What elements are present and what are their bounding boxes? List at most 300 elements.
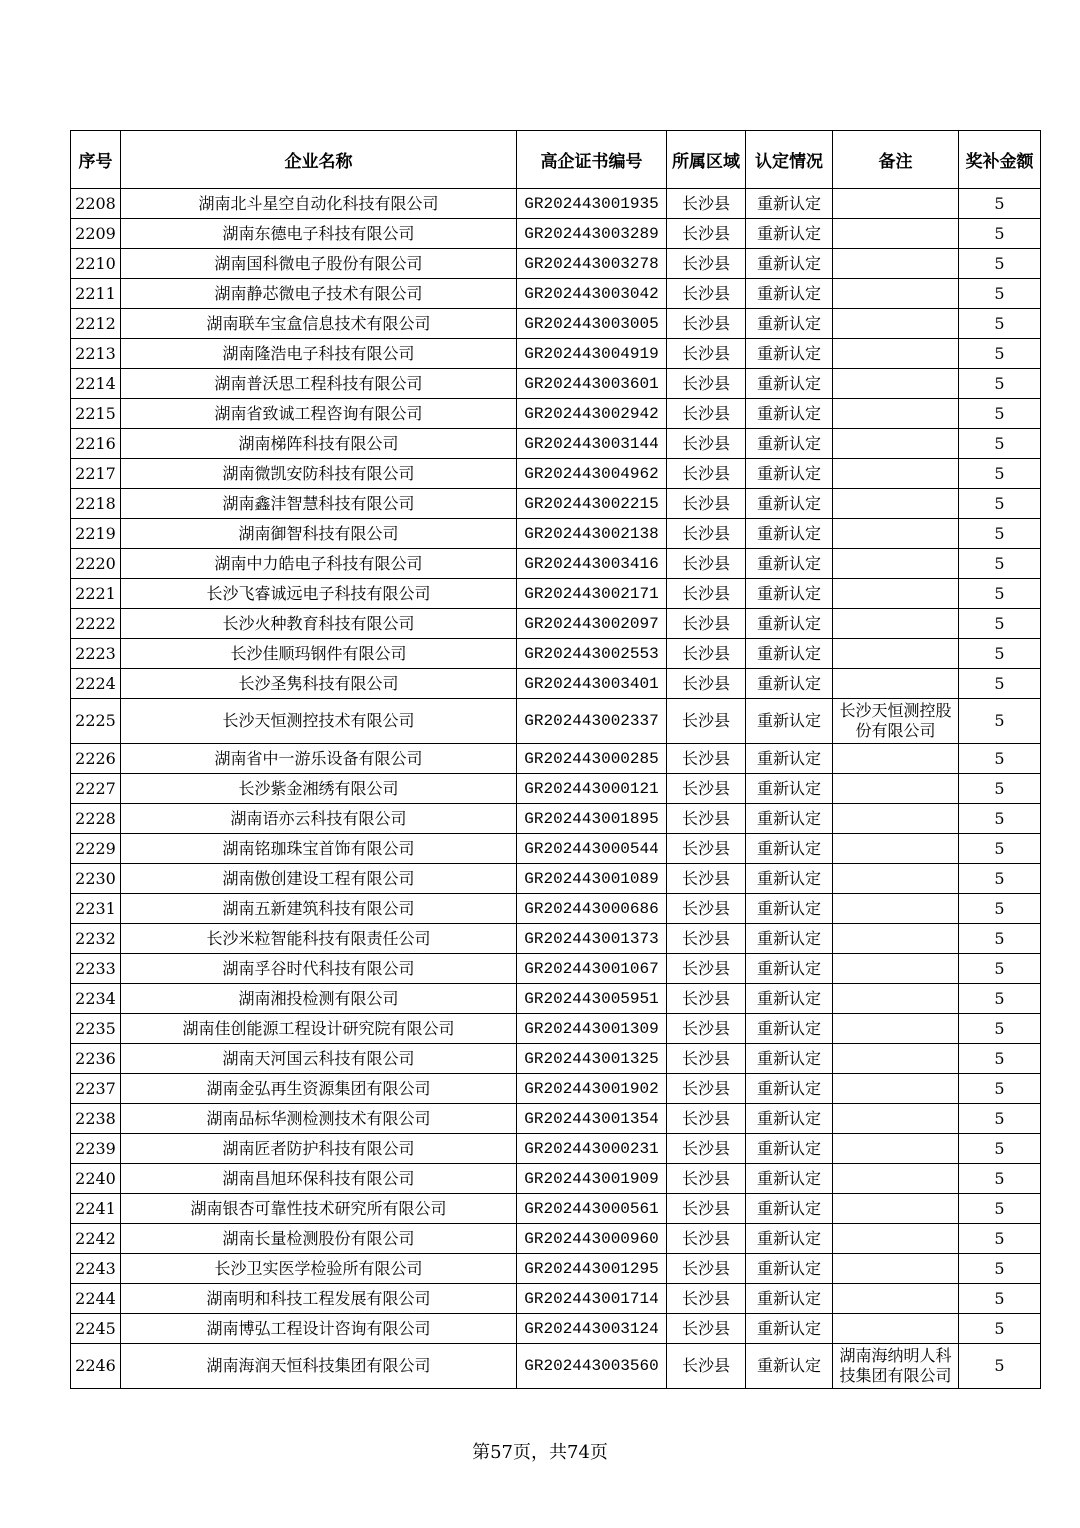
amount-cell: 5 [959, 1014, 1041, 1044]
serial-cell: 2210 [71, 249, 121, 279]
status-cell: 重新认定 [746, 774, 833, 804]
cert-number-cell: GR202443002553 [517, 639, 667, 669]
remark-cell [833, 1044, 959, 1074]
region-cell: 长沙县 [667, 924, 746, 954]
status-cell: 重新认定 [746, 429, 833, 459]
region-cell: 长沙县 [667, 609, 746, 639]
cert-number-cell: GR202443003005 [517, 309, 667, 339]
table-row [71, 1164, 1041, 1194]
cert-number-cell: GR202443001909 [517, 1164, 667, 1194]
remark-cell [833, 1104, 959, 1134]
cert-number-cell: GR202443002337 [517, 699, 667, 744]
remark-cell [833, 639, 959, 669]
company-name-cell: 湖南匠者防护科技有限公司 [121, 1134, 517, 1164]
region-cell: 长沙县 [667, 1284, 746, 1314]
table-row [71, 399, 1041, 429]
region-cell: 长沙县 [667, 459, 746, 489]
table-row [71, 549, 1041, 579]
remark-cell [833, 864, 959, 894]
company-name-cell: 湖南明和科技工程发展有限公司 [121, 1284, 517, 1314]
amount-cell: 5 [959, 309, 1041, 339]
remark-cell [833, 1194, 959, 1224]
serial-cell: 2213 [71, 339, 121, 369]
table-row [71, 579, 1041, 609]
status-cell: 重新认定 [746, 339, 833, 369]
remark-cell [833, 1224, 959, 1254]
region-cell: 长沙县 [667, 669, 746, 699]
serial-cell: 2224 [71, 669, 121, 699]
region-cell: 长沙县 [667, 189, 746, 219]
cert-number-cell: GR202443001354 [517, 1104, 667, 1134]
amount-cell: 5 [959, 1134, 1041, 1164]
region-cell: 长沙县 [667, 429, 746, 459]
amount-cell: 5 [959, 279, 1041, 309]
cert-number-cell: GR202443000561 [517, 1194, 667, 1224]
amount-cell: 5 [959, 1104, 1041, 1134]
cert-number-cell: GR202443004962 [517, 459, 667, 489]
company-name-cell: 湖南湘投检测有限公司 [121, 984, 517, 1014]
table-row [71, 219, 1041, 249]
serial-cell: 2219 [71, 519, 121, 549]
region-cell: 长沙县 [667, 984, 746, 1014]
serial-cell: 2239 [71, 1134, 121, 1164]
status-cell: 重新认定 [746, 1314, 833, 1344]
status-cell: 重新认定 [746, 579, 833, 609]
amount-cell: 5 [959, 579, 1041, 609]
company-name-cell: 湖南昌旭环保科技有限公司 [121, 1164, 517, 1194]
status-cell: 重新认定 [746, 519, 833, 549]
cert-number-cell: GR202443002215 [517, 489, 667, 519]
amount-cell: 5 [959, 834, 1041, 864]
status-cell: 重新认定 [746, 1194, 833, 1224]
amount-cell: 5 [959, 1254, 1041, 1284]
amount-cell: 5 [959, 219, 1041, 249]
table-row [71, 1194, 1041, 1224]
serial-cell: 2218 [71, 489, 121, 519]
serial-cell: 2208 [71, 189, 121, 219]
header-row [71, 131, 1041, 189]
region-cell: 长沙县 [667, 1014, 746, 1044]
company-name-cell: 湖南国科微电子股份有限公司 [121, 249, 517, 279]
serial-cell: 2214 [71, 369, 121, 399]
region-cell: 长沙县 [667, 369, 746, 399]
amount-cell: 5 [959, 429, 1041, 459]
remark-cell: 长沙天恒测控股份有限公司 [833, 699, 959, 744]
region-cell: 长沙县 [667, 549, 746, 579]
serial-cell: 2233 [71, 954, 121, 984]
region-cell: 长沙县 [667, 1044, 746, 1074]
serial-cell: 2243 [71, 1254, 121, 1284]
remark-cell [833, 339, 959, 369]
status-cell: 重新认定 [746, 609, 833, 639]
company-name-cell: 湖南省致诚工程咨询有限公司 [121, 399, 517, 429]
table-row [71, 984, 1041, 1014]
company-name-cell: 湖南铭珈珠宝首饰有限公司 [121, 834, 517, 864]
cert-number-cell: GR202443001309 [517, 1014, 667, 1044]
serial-cell: 2240 [71, 1164, 121, 1194]
column-header: 企业名称 [121, 131, 517, 189]
table-row [71, 1044, 1041, 1074]
cert-number-cell: GR202443003124 [517, 1314, 667, 1344]
serial-cell: 2229 [71, 834, 121, 864]
region-cell: 长沙县 [667, 864, 746, 894]
remark-cell [833, 579, 959, 609]
region-cell: 长沙县 [667, 399, 746, 429]
remark-cell [833, 774, 959, 804]
status-cell: 重新认定 [746, 1134, 833, 1164]
region-cell: 长沙县 [667, 894, 746, 924]
status-cell: 重新认定 [746, 1224, 833, 1254]
remark-cell [833, 804, 959, 834]
region-cell: 长沙县 [667, 489, 746, 519]
company-name-cell: 湖南中力皓电子科技有限公司 [121, 549, 517, 579]
cert-number-cell: GR202443003401 [517, 669, 667, 699]
status-cell: 重新认定 [746, 1014, 833, 1044]
remark-cell [833, 549, 959, 579]
region-cell: 长沙县 [667, 249, 746, 279]
serial-cell: 2227 [71, 774, 121, 804]
status-cell: 重新认定 [746, 954, 833, 984]
status-cell: 重新认定 [746, 1104, 833, 1134]
serial-cell: 2228 [71, 804, 121, 834]
table-row [71, 489, 1041, 519]
region-cell: 长沙县 [667, 1344, 746, 1389]
amount-cell: 5 [959, 864, 1041, 894]
table-row [71, 954, 1041, 984]
cert-number-cell: GR202443005951 [517, 984, 667, 1014]
table-row [71, 189, 1041, 219]
cert-number-cell: GR202443001325 [517, 1044, 667, 1074]
region-cell: 长沙县 [667, 1194, 746, 1224]
region-cell: 长沙县 [667, 804, 746, 834]
status-cell: 重新认定 [746, 834, 833, 864]
status-cell: 重新认定 [746, 744, 833, 774]
status-cell: 重新认定 [746, 1284, 833, 1314]
company-name-cell: 长沙圣隽科技有限公司 [121, 669, 517, 699]
cert-number-cell: GR202443002097 [517, 609, 667, 639]
status-cell: 重新认定 [746, 219, 833, 249]
amount-cell: 5 [959, 1194, 1041, 1224]
status-cell: 重新认定 [746, 489, 833, 519]
table-row [71, 1104, 1041, 1134]
status-cell: 重新认定 [746, 1044, 833, 1074]
region-cell: 长沙县 [667, 774, 746, 804]
status-cell: 重新认定 [746, 639, 833, 669]
status-cell: 重新认定 [746, 279, 833, 309]
cert-number-cell: GR202443004919 [517, 339, 667, 369]
table-row [71, 639, 1041, 669]
remark-cell [833, 189, 959, 219]
table-row [71, 804, 1041, 834]
company-name-cell: 湖南天河国云科技有限公司 [121, 1044, 517, 1074]
company-name-cell: 湖南海润天恒科技集团有限公司 [121, 1344, 517, 1389]
cert-number-cell: GR202443003278 [517, 249, 667, 279]
page-number: 第57页，共74页 [472, 1442, 608, 1463]
remark-cell [833, 459, 959, 489]
region-cell: 长沙县 [667, 834, 746, 864]
region-cell: 长沙县 [667, 1134, 746, 1164]
status-cell: 重新认定 [746, 369, 833, 399]
remark-cell [833, 1134, 959, 1164]
serial-cell: 2235 [71, 1014, 121, 1044]
serial-cell: 2212 [71, 309, 121, 339]
remark-cell [833, 519, 959, 549]
table-row [71, 699, 1041, 744]
cert-number-cell: GR202443003144 [517, 429, 667, 459]
company-name-cell: 长沙紫金湘绣有限公司 [121, 774, 517, 804]
company-name-cell: 湖南北斗星空自动化科技有限公司 [121, 189, 517, 219]
remark-cell [833, 1014, 959, 1044]
remark-cell [833, 1314, 959, 1344]
cert-number-cell: GR202443002171 [517, 579, 667, 609]
company-name-cell: 长沙佳顺玛钢件有限公司 [121, 639, 517, 669]
status-cell: 重新认定 [746, 894, 833, 924]
table-row [71, 1284, 1041, 1314]
amount-cell: 5 [959, 1224, 1041, 1254]
company-name-cell: 湖南静芯微电子技术有限公司 [121, 279, 517, 309]
cert-number-cell: GR202443001295 [517, 1254, 667, 1284]
amount-cell: 5 [959, 774, 1041, 804]
table-row [71, 774, 1041, 804]
table-row [71, 1134, 1041, 1164]
cert-number-cell: GR202443000544 [517, 834, 667, 864]
cert-number-cell: GR202443001089 [517, 864, 667, 894]
serial-cell: 2232 [71, 924, 121, 954]
amount-cell: 5 [959, 369, 1041, 399]
column-header: 奖补金额 [959, 131, 1041, 189]
region-cell: 长沙县 [667, 1074, 746, 1104]
amount-cell: 5 [959, 924, 1041, 954]
table-body [71, 189, 1041, 1389]
serial-cell: 2209 [71, 219, 121, 249]
remark-cell [833, 1074, 959, 1104]
region-cell: 长沙县 [667, 519, 746, 549]
table-row [71, 249, 1041, 279]
amount-cell: 5 [959, 1074, 1041, 1104]
region-cell: 长沙县 [667, 1104, 746, 1134]
status-cell: 重新认定 [746, 549, 833, 579]
serial-cell: 2238 [71, 1104, 121, 1134]
company-name-cell: 湖南五新建筑科技有限公司 [121, 894, 517, 924]
cert-number-cell: GR202443000121 [517, 774, 667, 804]
company-name-cell: 湖南佳创能源工程设计研究院有限公司 [121, 1014, 517, 1044]
amount-cell: 5 [959, 894, 1041, 924]
column-header: 认定情况 [746, 131, 833, 189]
amount-cell: 5 [959, 804, 1041, 834]
table-row [71, 519, 1041, 549]
amount-cell: 5 [959, 549, 1041, 579]
amount-cell: 5 [959, 1284, 1041, 1314]
cert-number-cell: GR202443001902 [517, 1074, 667, 1104]
cert-number-cell: GR202443001935 [517, 189, 667, 219]
region-cell: 长沙县 [667, 279, 746, 309]
company-name-cell: 长沙卫实医学检验所有限公司 [121, 1254, 517, 1284]
table-row [71, 309, 1041, 339]
amount-cell: 5 [959, 489, 1041, 519]
cert-number-cell: GR202443000285 [517, 744, 667, 774]
company-name-cell: 湖南银杏可靠性技术研究所有限公司 [121, 1194, 517, 1224]
table-row [71, 1224, 1041, 1254]
column-header: 备注 [833, 131, 959, 189]
company-name-cell: 湖南梯阵科技有限公司 [121, 429, 517, 459]
serial-cell: 2244 [71, 1284, 121, 1314]
company-name-cell: 湖南御智科技有限公司 [121, 519, 517, 549]
region-cell: 长沙县 [667, 1164, 746, 1194]
status-cell: 重新认定 [746, 984, 833, 1014]
company-name-cell: 长沙火种教育科技有限公司 [121, 609, 517, 639]
region-cell: 长沙县 [667, 579, 746, 609]
amount-cell: 5 [959, 519, 1041, 549]
remark-cell [833, 309, 959, 339]
remark-cell [833, 894, 959, 924]
status-cell: 重新认定 [746, 1344, 833, 1389]
remark-cell [833, 219, 959, 249]
amount-cell: 5 [959, 1344, 1041, 1389]
cert-number-cell: GR202443001895 [517, 804, 667, 834]
table-row [71, 1344, 1041, 1389]
region-cell: 长沙县 [667, 1314, 746, 1344]
amount-cell: 5 [959, 984, 1041, 1014]
table-header [71, 131, 1041, 189]
company-name-cell: 湖南品标华测检测技术有限公司 [121, 1104, 517, 1134]
table-row [71, 669, 1041, 699]
cert-number-cell: GR202443003416 [517, 549, 667, 579]
cert-number-cell: GR202443002138 [517, 519, 667, 549]
serial-cell: 2222 [71, 609, 121, 639]
table-row [71, 924, 1041, 954]
serial-cell: 2245 [71, 1314, 121, 1344]
amount-cell: 5 [959, 249, 1041, 279]
serial-cell: 2211 [71, 279, 121, 309]
company-name-cell: 长沙飞睿诚远电子科技有限公司 [121, 579, 517, 609]
company-name-cell: 湖南鑫沣智慧科技有限公司 [121, 489, 517, 519]
table-row [71, 429, 1041, 459]
remark-cell [833, 834, 959, 864]
cert-number-cell: GR202443001714 [517, 1284, 667, 1314]
region-cell: 长沙县 [667, 1254, 746, 1284]
serial-cell: 2237 [71, 1074, 121, 1104]
remark-cell [833, 669, 959, 699]
status-cell: 重新认定 [746, 804, 833, 834]
status-cell: 重新认定 [746, 1254, 833, 1284]
company-name-cell: 湖南联车宝盒信息技术有限公司 [121, 309, 517, 339]
amount-cell: 5 [959, 339, 1041, 369]
cert-number-cell: GR202443001067 [517, 954, 667, 984]
company-name-cell: 湖南金弘再生资源集团有限公司 [121, 1074, 517, 1104]
status-cell: 重新认定 [746, 249, 833, 279]
amount-cell: 5 [959, 609, 1041, 639]
status-cell: 重新认定 [746, 399, 833, 429]
company-name-cell: 湖南普沃思工程科技有限公司 [121, 369, 517, 399]
serial-cell: 2220 [71, 549, 121, 579]
amount-cell: 5 [959, 189, 1041, 219]
enterprise-table [70, 130, 1041, 1389]
remark-cell [833, 609, 959, 639]
amount-cell: 5 [959, 1164, 1041, 1194]
company-name-cell: 湖南长量检测股份有限公司 [121, 1224, 517, 1254]
region-cell: 长沙县 [667, 699, 746, 744]
company-name-cell: 湖南孚谷时代科技有限公司 [121, 954, 517, 984]
status-cell: 重新认定 [746, 699, 833, 744]
remark-cell: 湖南海纳明人科技集团有限公司 [833, 1344, 959, 1389]
company-name-cell: 湖南语亦云科技有限公司 [121, 804, 517, 834]
company-name-cell: 湖南傲创建设工程有限公司 [121, 864, 517, 894]
remark-cell [833, 399, 959, 429]
table-row [71, 609, 1041, 639]
status-cell: 重新认定 [746, 924, 833, 954]
company-name-cell: 湖南博弘工程设计咨询有限公司 [121, 1314, 517, 1344]
status-cell: 重新认定 [746, 1074, 833, 1104]
serial-cell: 2236 [71, 1044, 121, 1074]
amount-cell: 5 [959, 954, 1041, 984]
column-header: 高企证书编号 [517, 131, 667, 189]
status-cell: 重新认定 [746, 459, 833, 489]
status-cell: 重新认定 [746, 864, 833, 894]
cert-number-cell: GR202443003601 [517, 369, 667, 399]
status-cell: 重新认定 [746, 189, 833, 219]
cert-number-cell: GR202443000686 [517, 894, 667, 924]
remark-cell [833, 954, 959, 984]
table-row [71, 894, 1041, 924]
amount-cell: 5 [959, 639, 1041, 669]
column-header: 所属区域 [667, 131, 746, 189]
remark-cell [833, 744, 959, 774]
amount-cell: 5 [959, 669, 1041, 699]
amount-cell: 5 [959, 399, 1041, 429]
remark-cell [833, 429, 959, 459]
remark-cell [833, 1254, 959, 1284]
serial-cell: 2234 [71, 984, 121, 1014]
table-row [71, 1314, 1041, 1344]
serial-cell: 2226 [71, 744, 121, 774]
company-name-cell: 湖南隆浩电子科技有限公司 [121, 339, 517, 369]
table-row [71, 1254, 1041, 1284]
table-row [71, 279, 1041, 309]
status-cell: 重新认定 [746, 1164, 833, 1194]
serial-cell: 2216 [71, 429, 121, 459]
region-cell: 长沙县 [667, 744, 746, 774]
region-cell: 长沙县 [667, 309, 746, 339]
table-row [71, 1014, 1041, 1044]
serial-cell: 2231 [71, 894, 121, 924]
cert-number-cell: GR202443003042 [517, 279, 667, 309]
amount-cell: 5 [959, 459, 1041, 489]
remark-cell [833, 489, 959, 519]
company-name-cell: 湖南东德电子科技有限公司 [121, 219, 517, 249]
table-row [71, 459, 1041, 489]
table-row [71, 339, 1041, 369]
status-cell: 重新认定 [746, 669, 833, 699]
serial-cell: 2223 [71, 639, 121, 669]
region-cell: 长沙县 [667, 639, 746, 669]
region-cell: 长沙县 [667, 954, 746, 984]
company-name-cell: 湖南省中一游乐设备有限公司 [121, 744, 517, 774]
amount-cell: 5 [959, 744, 1041, 774]
region-cell: 长沙县 [667, 1224, 746, 1254]
cert-number-cell: GR202443002942 [517, 399, 667, 429]
table-row [71, 864, 1041, 894]
company-name-cell: 长沙米粒智能科技有限责任公司 [121, 924, 517, 954]
cert-number-cell: GR202443001373 [517, 924, 667, 954]
company-name-cell: 湖南微凯安防科技有限公司 [121, 459, 517, 489]
region-cell: 长沙县 [667, 219, 746, 249]
serial-cell: 2242 [71, 1224, 121, 1254]
cert-number-cell: GR202443000960 [517, 1224, 667, 1254]
table-row [71, 369, 1041, 399]
cert-number-cell: GR202443003560 [517, 1344, 667, 1389]
serial-cell: 2246 [71, 1344, 121, 1389]
remark-cell [833, 924, 959, 954]
